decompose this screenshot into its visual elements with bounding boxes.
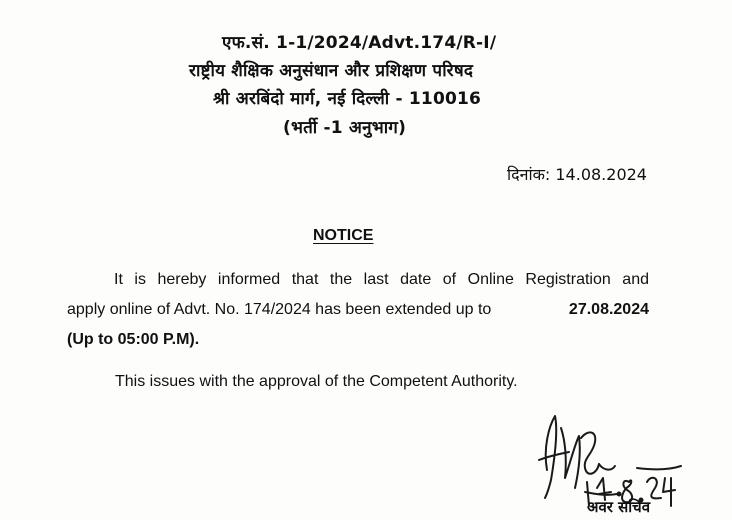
notice-body-line-2-text: apply online of Advt. No. 174/2024 has been extended up to: [67, 301, 492, 318]
notice-body-line-1-text: It is hereby informed that the last date of Online Registration and: [114, 271, 649, 288]
section-name: (भर्ती -1 अनुभाग): [283, 118, 407, 138]
organization-address: श्री अरबिंदो मार्ग, नई दिल्ली - 110016: [213, 89, 482, 109]
deadline-time: (Up to 05:00 P.M).: [67, 331, 200, 348]
notice-title: NOTICE: [313, 227, 374, 244]
extended-deadline-date: 27.08.2024: [568, 301, 649, 318]
notice-body-line-1: [67, 271, 649, 289]
file-reference-number: एफ.सं. 1-1/2024/Advt.174/R-I/: [222, 33, 497, 53]
organization-name: राष्ट्रीय शैक्षिक अनुसंधान और प्रशिक्षण परिषद: [189, 61, 474, 81]
notice-body-line-2: [67, 301, 649, 319]
handwritten-signature: [525, 408, 685, 508]
notice-date: दिनांक: 14.08.2024: [506, 165, 647, 184]
approval-statement: This issues with the approval of the Competent Authority.: [115, 373, 518, 390]
signatory-designation: अवर सचिव: [587, 498, 651, 516]
